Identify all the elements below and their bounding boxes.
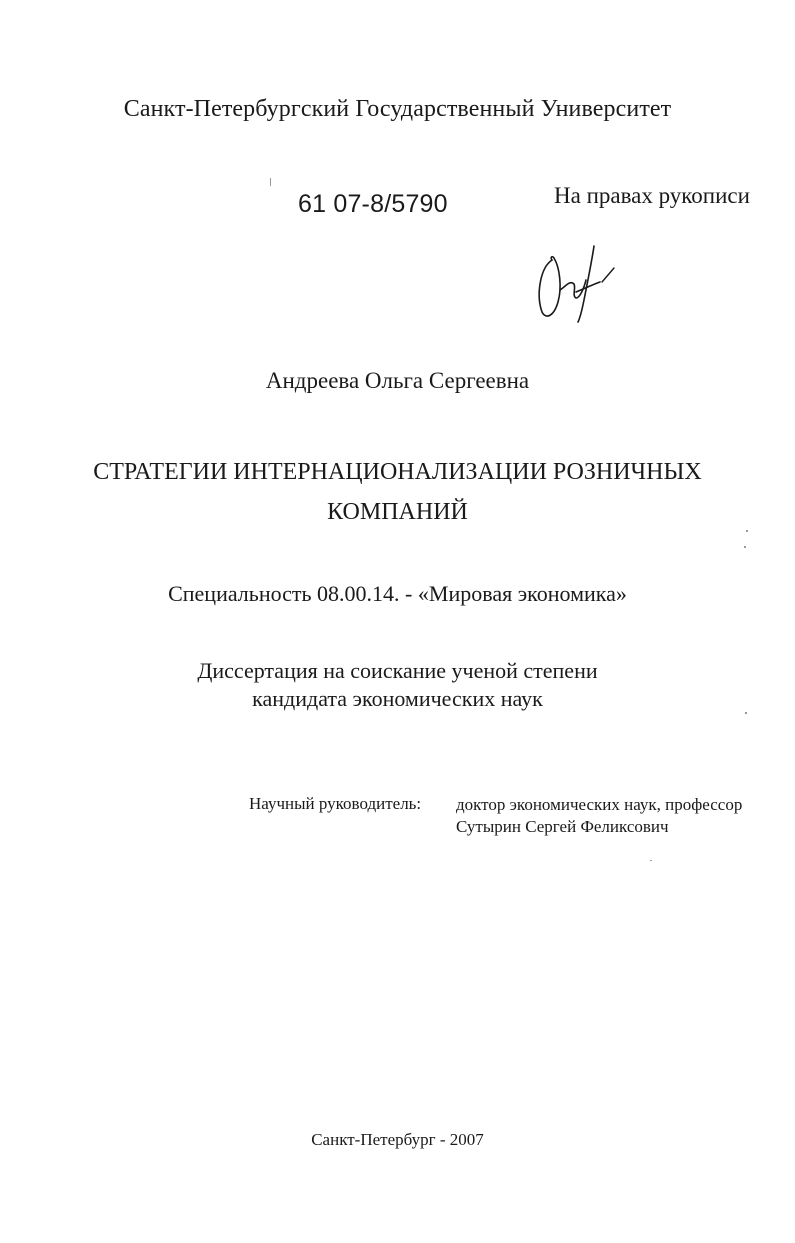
title-line-2: КОМПАНИЙ xyxy=(327,499,468,525)
registry-number: 61 07-8/5790 xyxy=(298,190,448,218)
title-line-1: СТРАТЕГИИ ИНТЕРНАЦИОНАЛИЗАЦИИ РОЗНИЧНЫХ xyxy=(93,459,702,485)
degree-statement xyxy=(0,657,795,713)
manuscript-note: На правах рукописи xyxy=(554,183,750,208)
specialty: Специальность 08.00.14. - «Мировая экономика» xyxy=(168,581,627,606)
scan-speck xyxy=(745,712,747,714)
supervisor-name: Сутырин Сергей Феликсович xyxy=(456,817,669,836)
scan-speck xyxy=(746,530,748,532)
scan-speck xyxy=(744,546,746,548)
degree-line-2: кандидата экономических наук xyxy=(252,686,543,711)
degree-line-1: Диссертация на соискание ученой степени xyxy=(197,658,598,683)
supervisor-title: доктор экономических наук, профессор xyxy=(456,795,743,814)
author-signature xyxy=(530,240,630,325)
scan-speck xyxy=(650,860,652,861)
university-name: Санкт-Петербургский Государственный Университет xyxy=(123,96,672,122)
dissertation-title xyxy=(0,452,795,532)
supervisor-details xyxy=(456,794,742,838)
supervisor-label: Научный руководитель: xyxy=(249,794,422,813)
scan-speck xyxy=(270,178,271,186)
city-year: Санкт-Петербург - 2007 xyxy=(311,1130,484,1149)
author-name: Андреева Ольга Сергеевна xyxy=(265,368,530,393)
